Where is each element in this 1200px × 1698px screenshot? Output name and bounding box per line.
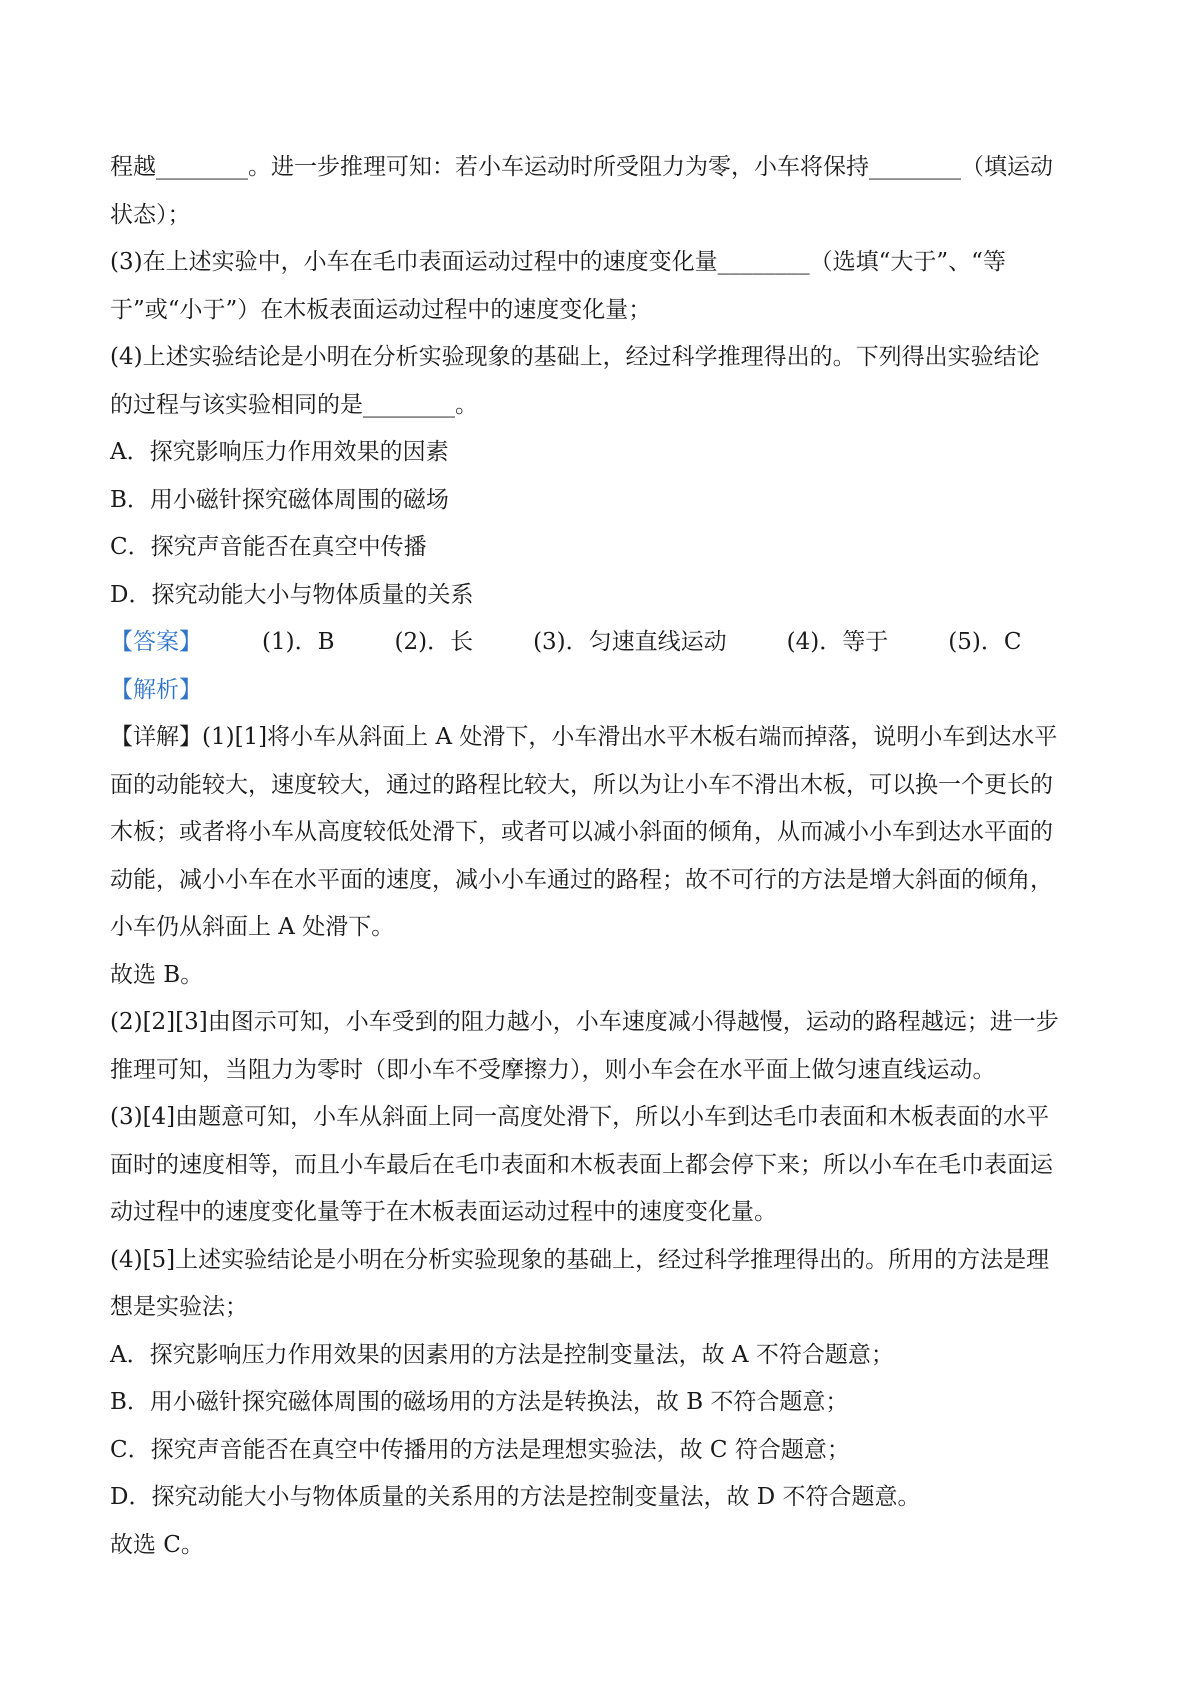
analysis-heading [110,667,1100,715]
analysis-line: A．探究影响压力作用效果的因素用的方法是控制变量法，故 A 不符合题意； [110,1341,894,1368]
problem-line: 程越________。进一步推理可知：若小车运动时所受阻力为零，小车将保持________（填运动 [110,154,1053,180]
option-b: B．用小磁针探究磁体周围的磁场 [110,486,449,513]
analysis-line: D．探究动能大小与物体质量的关系用的方法是控制变量法，故 D 不符合题意。 [110,1484,921,1510]
problem-line: 的过程与该实验相同的是________。 [110,391,478,418]
analysis-line: 【详解】(1)[1]将小车从斜面上 A 处滑下，小车滑出水平木板右端而掉落，说明小车到达水平 [110,724,1058,750]
analysis-line: 小车仍从斜面上 A 处滑下。 [110,914,395,940]
answer-item-4: (4)．等于 [786,629,889,655]
analysis-line: 面的动能较大，速度较大，通过的路程比较大，所以为让小车不滑出木板，可以换一个更长的 [110,771,1053,798]
answer-item-5: (5)．C [948,629,1022,655]
problem-line: 状态）； [110,201,191,228]
option-a: A．探究影响压力作用效果的因素 [110,439,449,465]
analysis-line: B．用小磁针探究磁体周围的磁场用的方法是转换法，故 B 不符合题意； [110,1389,849,1415]
analysis-line: 木板；或者将小车从高度较低处滑下，或者可以减小斜面的倾角，从而减小小车到达水平面的 [110,819,1053,845]
analysis-line: 故选 C。 [110,1531,204,1558]
analysis-line: C．探究声音能否在真空中传播用的方法是理想实验法，故 C 符合题意； [110,1436,850,1463]
answer-line [110,619,1100,667]
problem-line: 于”或“小于”）在木板表面运动过程中的速度变化量； [110,296,652,323]
analysis-line: 推理可知，当阻力为零时（即小车不受摩擦力），则小车会在水平面上做匀速直线运动。 [110,1056,996,1083]
answer-item-3: (3)．匀速直线运动 [533,629,727,655]
document-content [110,144,1100,1569]
answer-item-2: (2)．长 [394,629,474,655]
problem-line: (4)上述实验结论是小明在分析实验现象的基础上，经过科学推理得出的。下列得出实验结论 [110,344,1040,370]
analysis-line: 动过程中的速度变化量等于在木板表面运动过程中的速度变化量。 [110,1199,777,1225]
option-c: C．探究声音能否在真空中传播 [110,534,427,560]
analysis-line: 想是实验法； [110,1294,248,1320]
analysis-line: 面时的速度相等，而且小车最后在毛巾表面和木板表面上都会停下来；所以小车在毛巾表面运 [110,1151,1053,1178]
analysis-line: 故选 B。 [110,961,204,988]
analysis-line: (3)[4]由题意可知，小车从斜面上同一高度处滑下，所以小车到达毛巾表面和木板表面的水平 [110,1104,1050,1130]
answer-item-1: (1)．B [262,629,335,655]
problem-line: (3)在上述实验中，小车在毛巾表面运动过程中的速度变化量________（选填“大于”、“等 [110,249,1006,275]
analysis-line: (4)[5]上述实验结论是小明在分析实验现象的基础上，经过科学推理得出的。所用的方法是理 [110,1246,1050,1273]
option-d: D．探究动能大小与物体质量的关系 [110,581,474,608]
answer-label: 【答案】 [110,629,202,655]
analysis-line: (2)[2][3]由图示可知，小车受到的阻力越小，小车速度减小得越慢，运动的路程越远；进一步 [110,1009,1059,1035]
analysis-label: 【解析】 [110,676,202,703]
analysis-line: 动能，减小小车在水平面的速度，减小小车通过的路程；故不可行的方法是增大斜面的倾角， [110,866,1053,893]
